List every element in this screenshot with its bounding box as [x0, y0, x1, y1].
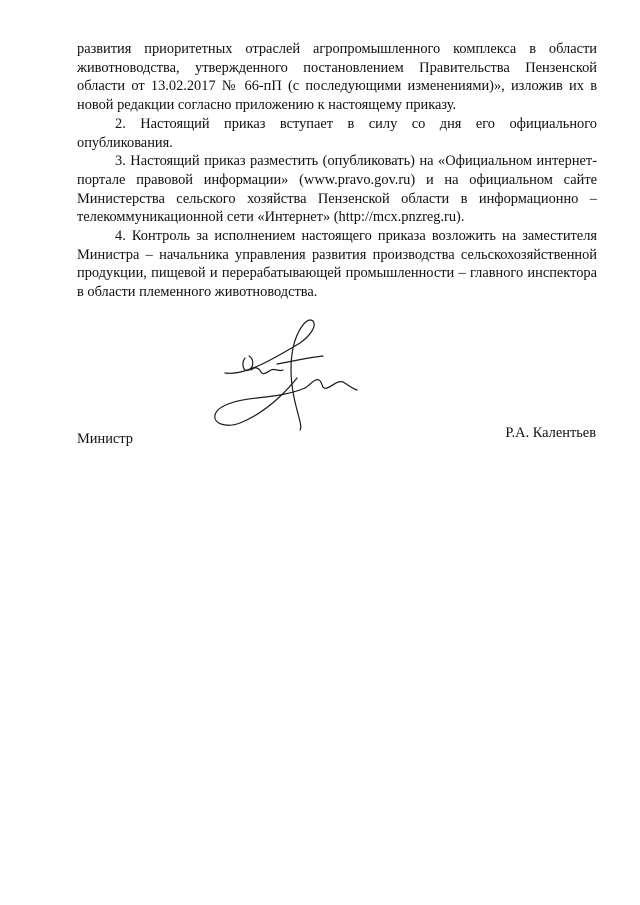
paragraph-item-4: 4. Контроль за исполнением настоящего приказа возложить на заместителя Министра – начальника управления развития производства сельскохозяйственной продукции, пищевой и перерабатывающей промышленности – главного инспектора в области племенного животноводства.: [77, 228, 597, 301]
paragraph-item-2: 2. Настоящий приказ вступает в силу со дня его официального опубликования.: [77, 115, 597, 151]
signer-position: Министр: [77, 431, 133, 447]
paragraph-continuation: развития приоритетных отраслей агропромышленного комплекса в области животноводства, утвержденного постановлением Правительства Пензенской области от 13.02.2017 № 66-пП (с последующими изменениями)», изложив их в новой редакции согласно приложению к настоящему приказу.: [77, 41, 597, 114]
paragraph-item-3: 3. Настоящий приказ разместить (опубликовать) на «Официальном интернет-портале правовой информации» (www.pravo.gov.ru) и на официальном сайте Министерства сельского хозяйства Пензенской области в информационно – телекоммуникационной сети «Интернет» (http://mcx.pnzreg.ru).: [77, 153, 597, 226]
document-body: [77, 40, 597, 302]
signer-name: Р.А. Калентьев: [505, 425, 596, 441]
handwritten-signature-icon: [205, 318, 365, 433]
